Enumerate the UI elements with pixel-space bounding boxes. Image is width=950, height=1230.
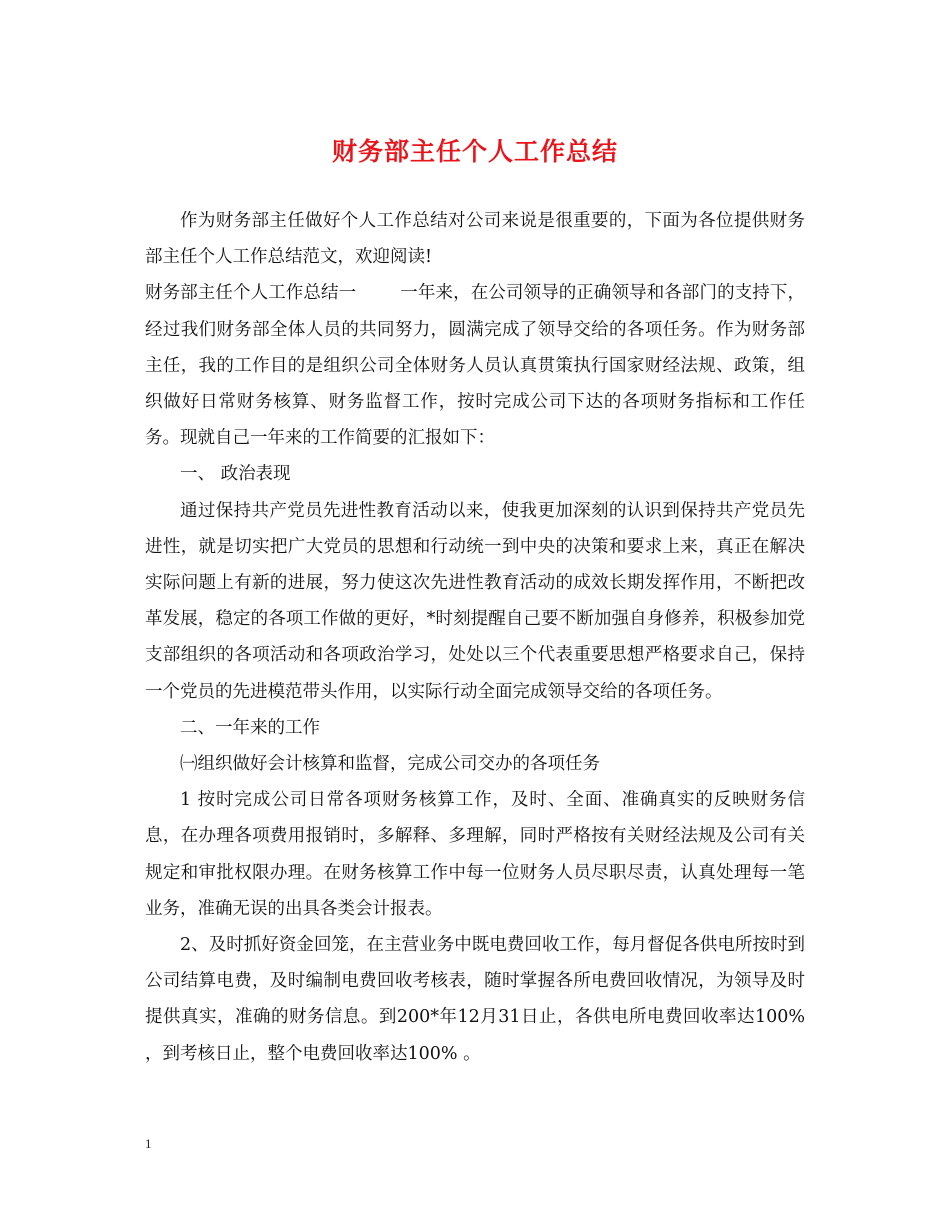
document-body <box>145 203 805 1072</box>
item-1-paragraph: 1 按时完成公司日常各项财务核算工作，及时、全面、准确真实的反映财务信息，在办理各项费用报销时，多解释、多理解，同时严格按有关财经法规及公司有关规定和审批权限办理。在财务核算工作中每一位财务人员尽职尽责，认真处理每一笔业务，准确无误的出具各类会计报表。 <box>145 790 805 919</box>
intro-paragraph: 作为财务部主任做好个人工作总结对公司来说是很重要的，下面为各位提供财务部主任个人工作总结范文，欢迎阅读! <box>145 211 805 268</box>
page-number: 1 <box>145 1136 152 1151</box>
summary-one-paragraph <box>145 275 805 456</box>
heading-work: 二、一年来的工作 <box>180 717 320 738</box>
political-paragraph: 通过保持共产党员先进性教育活动以来，使我更加深刻的认识到保持共产党员先进性，就是切实把广大党员的思想和行动统一到中央的决策和要求上来，真正在解决实际问题上有新的进展，努力使这次先进性教育活动的成效长期发挥作用，不断把改革发展，稳定的各项工作做的更好，*时刻提醒自己要不断加强自身修养，积极参加党支部组织的各项活动和各项政治学习，处处以三个代表重要思想严格要求自己，保持一个党员的先进模范带头作用，以实际行动全面完成领导交给的各项任务。 <box>145 500 805 702</box>
heading-political: 一、 政治表现 <box>180 464 291 485</box>
document-title: 财务部主任个人工作总结 <box>331 137 618 166</box>
item-2-paragraph: 2、及时抓好资金回笼，在主营业务中既电费回收工作，每月督促各供电所按时到公司结算电费，及时编制电费回收考核表，随时掌握各所电费回收情况，为领导及时提供真实，准确的财务信息。到200*年12月31日止，各供电所电费回收率达100% ，到考核日止，整个电费回收率达100% 。 <box>145 935 805 1064</box>
section-heading-summary-one: 财务部主任个人工作总结一 <box>145 283 357 304</box>
subheading-accounting: ㈠组织做好会计核算和监督，完成公司交办的各项任务 <box>180 754 600 775</box>
summary-one-text: 一年来，在公司领导的正确领导和各部门的支持下，经过我们财务部全体人员的共同努力，圆满完成了领导交给的各项任务。作为财务部主任，我的工作目的是组织公司全体财务人员认真贯策执行国家财经法规、政策，组织做好日常财务核算、财务监督工作，按时完成公司下达的各项财务指标和工作任务。现就自己一年来的工作简要的汇报如下： <box>145 283 806 449</box>
